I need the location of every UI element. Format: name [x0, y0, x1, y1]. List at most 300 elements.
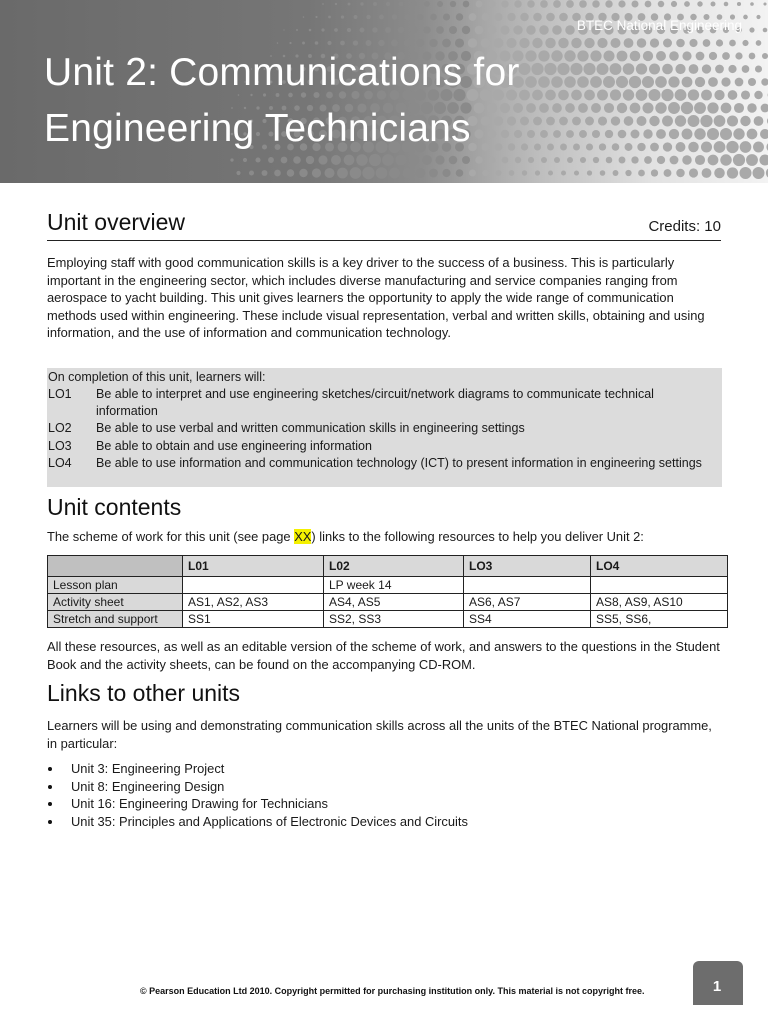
halftone-dot [645, 1, 652, 8]
halftone-dot [605, 130, 613, 138]
halftone-dot [759, 154, 768, 165]
halftone-dot [669, 129, 679, 139]
halftone-dot [721, 77, 730, 86]
halftone-dot [675, 115, 686, 126]
halftone-dot [482, 170, 488, 176]
halftone-dot [610, 63, 622, 75]
halftone-dot [539, 103, 549, 113]
halftone-dot [636, 116, 646, 126]
halftone-dot [289, 42, 291, 44]
halftone-dot [749, 27, 754, 32]
halftone-dot [709, 52, 717, 60]
halftone-dot [469, 170, 476, 177]
halftone-dot [495, 170, 501, 176]
halftone-dot [749, 53, 756, 60]
halftone-dot [565, 25, 575, 35]
halftone-dot [694, 128, 705, 139]
table-cell: SS4 [464, 611, 591, 628]
table-row-header: Lesson plan [48, 577, 183, 594]
halftone-dot [714, 90, 724, 100]
credits-label: Credits: 10 [648, 218, 721, 235]
halftone-dot [488, 0, 495, 7]
halftone-dot [514, 0, 521, 7]
halftone-dot [560, 144, 567, 151]
halftone-dot [567, 157, 573, 163]
halftone-dot [701, 141, 712, 152]
halftone-dot [715, 65, 724, 74]
halftone-dot [541, 157, 547, 163]
overview-heading: Unit overview [47, 209, 186, 235]
contents-intro-after: ) links to the following resources to help you deliver Unit 2: [311, 529, 644, 544]
halftone-dot [571, 38, 581, 48]
contents-intro-before: The scheme of work for this unit (see page [47, 529, 295, 544]
halftone-dot [341, 15, 344, 18]
halftone-dot [525, 50, 536, 61]
table-cell: SS5, SS6, [591, 611, 728, 628]
halftone-dot [695, 77, 705, 87]
contents-heading: Unit contents [47, 494, 182, 520]
halftone-dot [274, 170, 281, 177]
table-row-header: Activity sheet [48, 594, 183, 611]
halftone-dot [315, 16, 317, 18]
halftone-dot [386, 2, 390, 6]
table-header-cell: LO4 [591, 556, 728, 577]
halftone-dot [335, 3, 337, 5]
halftone-dot [463, 1, 470, 8]
halftone-dot [321, 28, 324, 31]
halftone-dot [513, 25, 522, 34]
table-header-cell: LO3 [464, 556, 591, 577]
halftone-dot [583, 63, 595, 75]
halftone-dot [707, 128, 719, 140]
halftone-dot [243, 158, 247, 162]
halftone-dot [604, 103, 614, 113]
halftone-dot [574, 170, 579, 175]
halftone-dot [402, 168, 412, 178]
halftone-dot [590, 76, 602, 88]
halftone-dot [714, 115, 726, 127]
halftone-dot [727, 167, 738, 178]
outcome-code: LO1 [48, 387, 72, 401]
halftone-dot [708, 77, 718, 87]
halftone-dot [558, 38, 568, 48]
halftone-dot [488, 156, 495, 163]
halftone-dot [449, 26, 457, 34]
halftone-dot [733, 128, 744, 139]
halftone-dot [293, 156, 301, 164]
halftone-dot [573, 144, 580, 151]
halftone-dot [551, 76, 563, 88]
halftone-dot [716, 39, 723, 46]
table-row [48, 577, 728, 594]
halftone-dot [379, 15, 384, 20]
halftone-dot [631, 156, 638, 163]
halftone-dot [527, 130, 535, 138]
halftone-dot [617, 51, 628, 62]
halftone-dot [559, 117, 568, 126]
halftone-dot [642, 76, 654, 88]
outcome-text: Be able to use information and communication technology (ICT) to present information in engineering settings [96, 456, 702, 470]
halftone-dot [322, 3, 324, 5]
halftone-dot [623, 89, 634, 100]
halftone-dot [302, 42, 305, 45]
list-item: Unit 35: Principles and Applications of Electronic Devices and Circuits [47, 813, 468, 831]
halftone-dot [507, 13, 515, 21]
halftone-dot [613, 170, 619, 176]
halftone-dot [462, 156, 470, 164]
halftone-dot [437, 1, 443, 7]
halftone-dot [689, 39, 697, 47]
halftone-dot [746, 154, 758, 166]
halftone-dot [619, 157, 626, 164]
halftone-dot [697, 1, 702, 6]
halftone-dot [625, 143, 633, 151]
outcome-code: LO4 [48, 456, 72, 470]
table-header-cell: L02 [324, 556, 464, 577]
outcome-code: LO2 [48, 421, 72, 435]
table-row [48, 611, 728, 628]
halftone-dot [742, 65, 750, 73]
halftone-dot [624, 116, 634, 126]
halftone-dot [350, 167, 362, 179]
halftone-dot [740, 116, 750, 126]
halftone-dot [392, 14, 397, 19]
halftone-dot [262, 170, 268, 176]
halftone-dot [656, 129, 666, 139]
halftone-dot [682, 129, 693, 140]
table-cell [183, 577, 324, 594]
halftone-dot [688, 89, 699, 100]
halftone-dot [509, 170, 515, 176]
halftone-dot [500, 25, 509, 34]
halftone-dot [519, 90, 530, 101]
halftone-dot [303, 16, 305, 18]
halftone-dot [360, 28, 365, 33]
halftone-dot [728, 65, 736, 73]
table-header-row [48, 556, 728, 577]
halftone-dot [664, 169, 672, 177]
halftone-dot [520, 117, 529, 126]
halftone-dot [650, 38, 659, 47]
halftone-dot [714, 141, 726, 153]
halftone-dot [702, 168, 712, 178]
halftone-dot [662, 64, 673, 75]
halftone-dot [532, 38, 542, 48]
halftone-dot [681, 102, 693, 114]
overview-divider [47, 240, 721, 241]
halftone-dot [584, 90, 595, 101]
halftone-dot [743, 15, 748, 20]
halftone-dot [456, 13, 463, 20]
halftone-dot [636, 89, 648, 101]
halftone-dot [753, 167, 765, 179]
unit-title-line2: Engineering Technicians [44, 107, 471, 150]
unit-title [44, 45, 520, 157]
halftone-dot [593, 157, 599, 163]
halftone-dot [532, 90, 543, 101]
halftone-dot [756, 15, 760, 19]
halftone-dot [475, 26, 484, 35]
table-cell: AS8, AS9, AS10 [591, 594, 728, 611]
halftone-dot [306, 156, 314, 164]
halftone-dot [430, 14, 437, 21]
halftone-dot [334, 28, 338, 32]
halftone-dot [649, 116, 659, 126]
halftone-dot [277, 42, 279, 44]
halftone-dot [649, 64, 660, 75]
halftone-dot [702, 64, 711, 73]
halftone-dot [249, 171, 254, 176]
halftone-dot [580, 157, 586, 163]
halftone-dot [586, 143, 593, 150]
halftone-dot [763, 2, 766, 5]
halftone-dot [631, 130, 640, 139]
halftone-dot [741, 90, 750, 99]
halftone-dot [399, 2, 404, 7]
halftone-dot [534, 143, 541, 150]
halftone-dot [376, 167, 388, 179]
halftone-dot [721, 103, 732, 114]
halftone-dot [533, 117, 542, 126]
halftone-dot [552, 103, 562, 113]
halftone-dot [728, 90, 738, 100]
halftone-dot [324, 168, 334, 178]
table-cell: AS1, AS2, AS3 [183, 594, 324, 611]
halftone-dot [502, 157, 509, 164]
halftone-dot [668, 102, 680, 114]
halftone-dot [617, 103, 627, 113]
links-heading: Links to other units [47, 680, 241, 706]
outcome-text: Be able to use verbal and written communication skills in engineering settings [96, 421, 525, 435]
halftone-dot [729, 40, 736, 47]
halftone-dot [584, 38, 594, 48]
halftone-dot [658, 1, 664, 7]
halftone-dot [417, 14, 423, 20]
halftone-dot [566, 0, 574, 8]
linked-units-list [47, 760, 468, 831]
halftone-dot [585, 117, 594, 126]
halftone-dot [591, 103, 601, 113]
halftone-dot [726, 141, 738, 153]
halftone-dot [689, 168, 698, 177]
halftone-dot [482, 13, 490, 21]
halftone-dot [533, 13, 542, 22]
halftone-dot [405, 14, 411, 20]
halftone-dot [761, 104, 768, 113]
halftone-dot [637, 38, 647, 48]
halftone-dot [590, 50, 601, 61]
halftone-dot [696, 52, 705, 61]
halftone-dot [747, 129, 758, 140]
halftone-dot [230, 158, 233, 161]
halftone-dot [521, 143, 528, 150]
halftone-dot [739, 167, 751, 179]
halftone-dot [360, 2, 363, 5]
halftone-dot [449, 156, 458, 165]
halftone-dot [540, 130, 548, 138]
halftone-dot [701, 90, 712, 101]
halftone-dot [366, 15, 370, 19]
halftone-dot [287, 169, 295, 177]
halftone-dot [610, 89, 621, 100]
halftone-dot [551, 50, 562, 61]
halftone-dot [328, 16, 331, 19]
halftone-dot [531, 63, 543, 75]
halftone-dot [564, 50, 575, 61]
halftone-dot [597, 90, 608, 101]
table-row [48, 594, 728, 611]
page-ref-highlight: XX [294, 529, 312, 544]
halftone-dot [630, 51, 641, 62]
halftone-dot [637, 143, 645, 151]
halftone-dot [587, 170, 592, 175]
halftone-dot [668, 76, 679, 87]
halftone-dot [756, 40, 762, 46]
halftone-dot [597, 38, 607, 48]
halftone-dot [442, 169, 450, 177]
halftone-dot [753, 142, 764, 153]
halftone-dot [548, 170, 553, 175]
halftone-dot [423, 26, 430, 33]
halftone-dot [676, 142, 686, 152]
list-item: Unit 16: Engineering Drawing for Technicians [47, 795, 468, 813]
halftone-dot [603, 76, 615, 88]
halftone-dot [655, 76, 667, 88]
table-cell [464, 577, 591, 594]
halftone-dot [592, 0, 600, 8]
halftone-dot [416, 168, 425, 177]
halftone-dot [695, 155, 705, 165]
halftone-dot [515, 157, 521, 163]
halftone-dot [724, 2, 729, 7]
halftone-dot [553, 0, 561, 8]
halftone-dot [684, 1, 690, 7]
halftone-dot [475, 156, 483, 164]
halftone-dot [727, 115, 738, 126]
halftone-dot [625, 170, 631, 176]
halftone-dot [618, 130, 627, 139]
halftone-dot [354, 15, 358, 19]
halftone-dot [577, 76, 589, 88]
halftone-dot [648, 89, 660, 101]
halftone-dot [670, 156, 679, 165]
halftone-dot [714, 168, 725, 179]
halftone-dot [644, 156, 652, 164]
halftone-dot [623, 63, 635, 75]
resources-note: All these resources, as well as an editable version of the scheme of work, and answers to the questions in the Student Book and the activity sheets, can be found on the accompanying CD-ROM. [47, 639, 720, 672]
halftone-dot [682, 77, 693, 88]
halftone-dot [540, 0, 548, 8]
halftone-dot [538, 76, 550, 88]
halftone-dot [733, 154, 745, 166]
halftone-dot [411, 1, 416, 6]
halftone-dot [754, 91, 762, 99]
halftone-dot [655, 102, 666, 113]
table-cell: AS6, AS7 [464, 594, 591, 611]
halftone-dot [606, 157, 613, 164]
halftone-dot [520, 13, 528, 21]
halftone-dot [688, 142, 698, 152]
halftone-dot [708, 155, 719, 166]
halftone-dot [754, 116, 764, 126]
halftone-dot [611, 116, 620, 125]
halftone-dot [566, 130, 574, 138]
halftone-dot [669, 51, 679, 61]
links-intro: Learners will be using and demonstrating communication skills across all the units of the BTEC National programme, in particular: [47, 718, 712, 751]
halftone-dot [539, 25, 549, 35]
halftone-dot [600, 170, 606, 176]
halftone-dot [385, 27, 391, 33]
halftone-dot [450, 1, 456, 7]
halftone-dot [296, 29, 298, 31]
halftone-dot [735, 78, 744, 87]
halftone-dot [579, 130, 587, 138]
halftone-dot [707, 102, 718, 113]
halftone-dot [570, 63, 582, 75]
halftone-dot [519, 38, 529, 48]
halftone-dot [630, 103, 641, 114]
copyright-notice: © Pearson Education Ltd 2010. Copyright permitted for purchasing institution only. This material is not copyright free. [140, 986, 645, 996]
halftone-dot [720, 128, 732, 140]
halftone-dot [348, 3, 351, 6]
halftone-dot [456, 169, 464, 177]
halftone-dot [663, 142, 672, 151]
halftone-dot [616, 76, 628, 88]
halftone-dot [538, 50, 549, 61]
header-banner [0, 0, 768, 183]
resources-table [47, 555, 728, 628]
halftone-dot [544, 63, 556, 75]
halftone-dot [737, 2, 741, 6]
halftone-dot [629, 76, 641, 88]
halftone-dot [682, 51, 691, 60]
halftone-dot [762, 53, 768, 59]
halftone-dot [689, 64, 699, 74]
halftone-dot [561, 170, 566, 175]
halftone-dot [642, 102, 653, 113]
halftone-dot [389, 168, 400, 179]
halftone-dot [462, 26, 470, 34]
overview-paragraph: Employing staff with good communication skills is a key driver to the success of a business. This is particularly important in the engineering sector, which includes diverse manufacturing and service companies ranging from aerospace to yacht building. This unit gives learners the opportunity to apply the wide range of communication methods used within engineering. These include visual representation, verbal and written skills, obtaining and using information, and the use of information and communication technology. [47, 255, 705, 341]
halftone-dot [554, 157, 560, 163]
halftone-dot [676, 169, 684, 177]
table-cell: LP week 14 [324, 577, 464, 594]
halftone-dot [283, 29, 284, 30]
halftone-dot [742, 40, 748, 46]
halftone-dot [436, 26, 444, 34]
halftone-dot [643, 129, 652, 138]
halftone-dot [763, 28, 768, 33]
halftone-dot [761, 78, 768, 85]
halftone-dot [710, 1, 715, 6]
table-cell: SS2, SS3 [324, 611, 464, 628]
halftone-dot [281, 157, 288, 164]
halftone-dot [750, 2, 754, 6]
halftone-dot [565, 103, 575, 113]
halftone-dot [578, 103, 588, 113]
halftone-dot [651, 169, 658, 176]
halftone-dot [525, 76, 537, 88]
halftone-dot [624, 38, 634, 48]
halftone-dot [657, 156, 665, 164]
halftone-dot [662, 116, 673, 127]
outcome-text: Be able to interpret and use engineering sketches/circuit/network diagrams to communicate technical information [96, 387, 654, 418]
page-number: 1 [712, 978, 722, 995]
halftone-dot [656, 51, 666, 61]
halftone-dot [526, 25, 535, 34]
halftone-dot [638, 170, 645, 177]
halftone-dot [398, 27, 404, 33]
